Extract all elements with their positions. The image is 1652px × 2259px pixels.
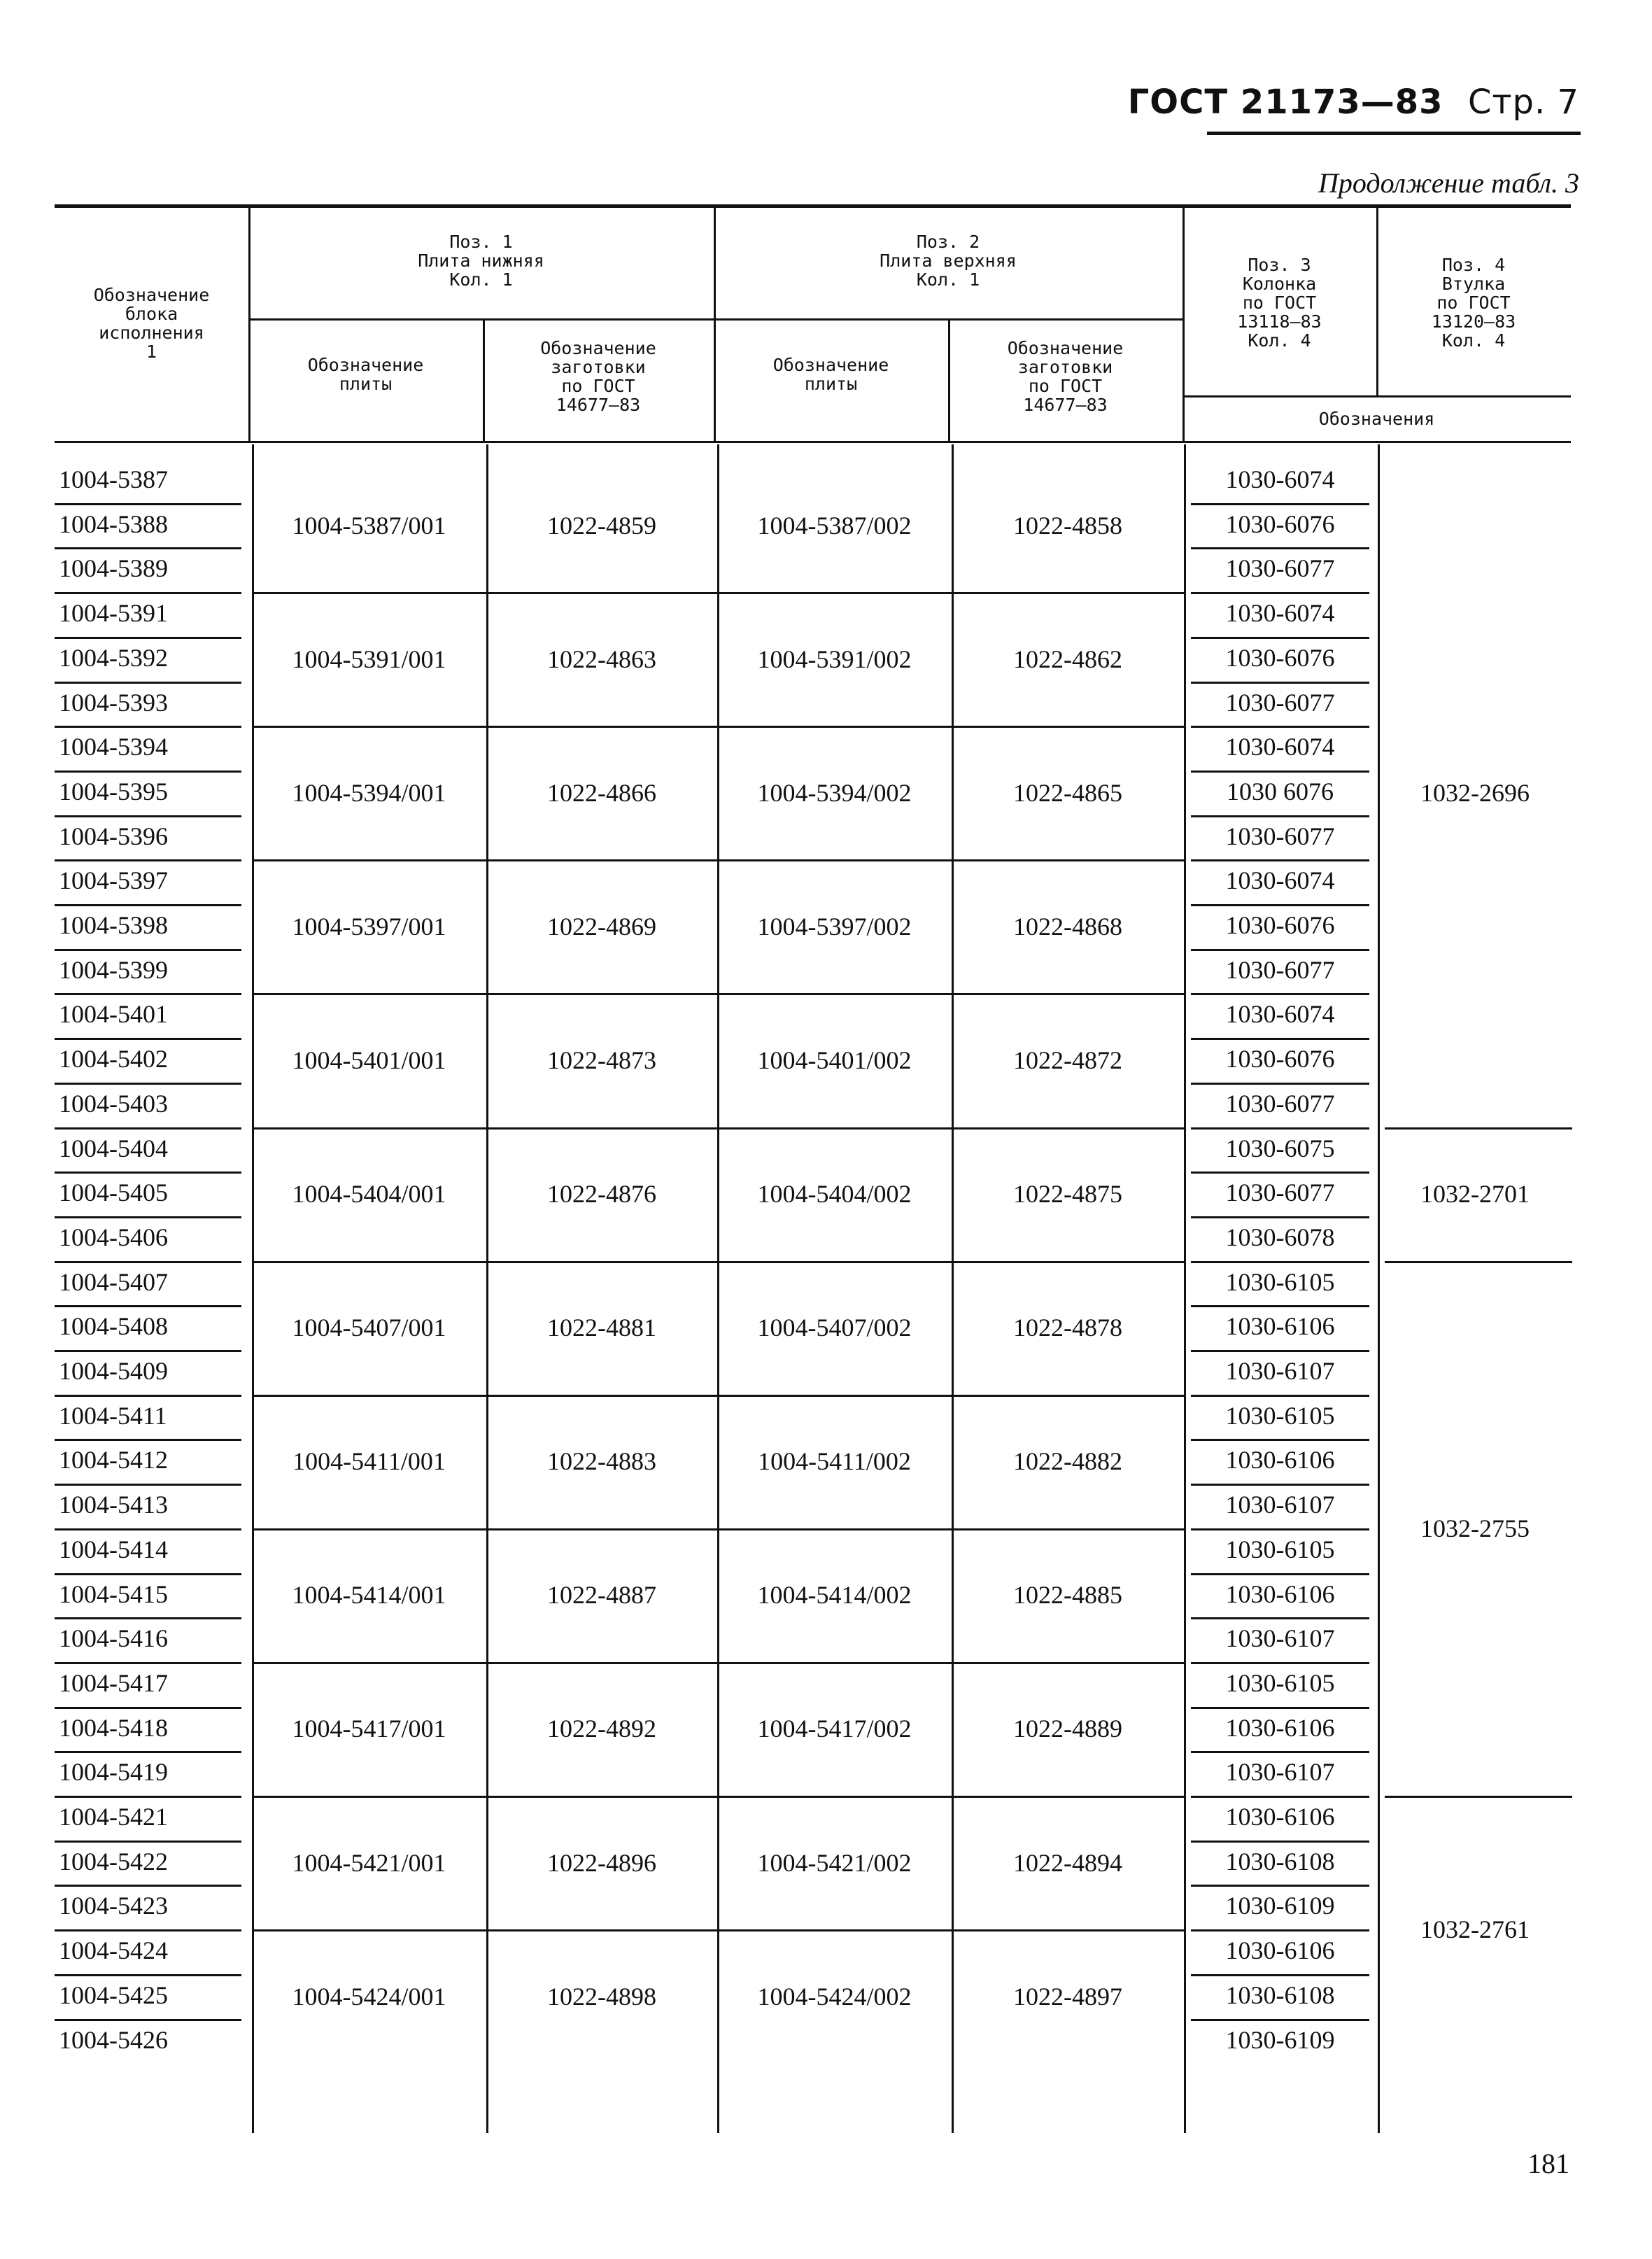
column-code: 1030-6106 (1225, 1936, 1335, 1965)
block-code: 1004-5405 (59, 1178, 168, 1207)
row-rule (1191, 1707, 1369, 1709)
row-rule (55, 993, 241, 995)
column-code: 1030-6108 (1225, 1847, 1335, 1876)
blank-upper: 1022-4858 (1013, 511, 1122, 540)
header-pos4 (1376, 255, 1571, 350)
header-line: 13120—83 (1431, 311, 1516, 332)
row-rule (55, 859, 241, 861)
page-number: 181 (1527, 2148, 1569, 2179)
header-line: Обозначение (93, 285, 210, 305)
group-rule (252, 1261, 1184, 1263)
block-code: 1004-5422 (59, 1847, 168, 1876)
column-code: 1030 6076 (1227, 777, 1334, 805)
column-code: 1030-6075 (1225, 1134, 1335, 1162)
header-line: Поз. 4 (1441, 255, 1506, 275)
header-pos1-blank (483, 339, 714, 414)
header-underline (1207, 132, 1581, 135)
header-line: Кол. 1 (449, 269, 513, 290)
block-code: 1004-5409 (59, 1357, 168, 1385)
column-code: 1030-6076 (1225, 911, 1335, 939)
group-rule (252, 1395, 1184, 1397)
header-line: Кол. 4 (1441, 330, 1506, 351)
header-line: блока (125, 304, 178, 324)
row-rule (1191, 859, 1369, 861)
column-code: 1030-6107 (1225, 1357, 1335, 1385)
row-rule (1191, 1439, 1369, 1441)
column-code: 1030-6077 (1225, 1178, 1335, 1207)
block-code: 1004-5396 (59, 822, 168, 850)
plate-upper: 1004-5421/002 (757, 1848, 912, 1877)
column-code: 1030-6077 (1225, 554, 1335, 583)
block-code: 1004-5416 (59, 1624, 168, 1653)
column-code: 1030-6076 (1225, 643, 1335, 672)
plate-upper: 1004-5401/002 (757, 1046, 912, 1074)
header-line: Кол. 1 (916, 269, 980, 290)
row-rule (55, 1751, 241, 1753)
plate-upper: 1004-5407/002 (757, 1314, 912, 1342)
row-rule (1191, 1127, 1369, 1130)
bushing-rule (1385, 1127, 1572, 1130)
column-code: 1030-6109 (1225, 1892, 1335, 1920)
header-line: Обозначение (1007, 338, 1124, 358)
designations-rule (1182, 395, 1571, 397)
column-code: 1030-6106 (1225, 1446, 1335, 1475)
row-rule (55, 1261, 241, 1263)
plate-lower: 1004-5404/001 (292, 1180, 446, 1209)
body-divider (952, 444, 954, 2133)
group-rule (252, 1929, 1184, 1931)
row-rule (1191, 1841, 1369, 1843)
row-rule (55, 1395, 241, 1397)
plate-lower: 1004-5397/001 (292, 912, 446, 941)
row-rule (55, 1484, 241, 1486)
header-pos2 (714, 232, 1182, 289)
blank-upper: 1022-4865 (1013, 778, 1122, 807)
blank-upper: 1022-4897 (1013, 1982, 1122, 2011)
block-code: 1004-5411 (59, 1401, 167, 1430)
row-rule (55, 1171, 241, 1174)
page-ref: Стр. 7 (1468, 83, 1579, 122)
block-code: 1004-5426 (59, 2025, 168, 2054)
row-rule (55, 547, 241, 549)
bushing-code: 1032-2701 (1420, 1180, 1530, 1209)
row-rule (55, 1662, 241, 1664)
row-rule (55, 1216, 241, 1218)
plate-upper: 1004-5391/002 (757, 645, 912, 673)
column-code: 1030-6078 (1225, 1223, 1335, 1251)
row-rule (55, 949, 241, 951)
blank-lower: 1022-4898 (547, 1982, 656, 2011)
plate-lower: 1004-5421/001 (292, 1848, 446, 1877)
row-rule (1191, 1171, 1369, 1174)
row-rule (55, 1707, 241, 1709)
group-rule (252, 1662, 1184, 1664)
block-code: 1004-5393 (59, 688, 168, 717)
blank-lower: 1022-4876 (547, 1180, 656, 1209)
table-top-rule (55, 204, 1571, 208)
header-pos1 (248, 232, 714, 289)
blank-upper: 1022-4878 (1013, 1314, 1122, 1342)
row-rule (55, 1573, 241, 1575)
header-line: по ГОСТ (1028, 376, 1103, 396)
column-code: 1030-6077 (1225, 955, 1335, 984)
header-line: Обозначение (307, 355, 424, 375)
block-code: 1004-5387 (59, 465, 168, 493)
row-rule (55, 1305, 241, 1307)
header-line: 13118—83 (1237, 311, 1322, 332)
plate-lower: 1004-5401/001 (292, 1046, 446, 1074)
row-rule (55, 770, 241, 773)
block-code: 1004-5413 (59, 1491, 168, 1519)
group-rule (252, 993, 1184, 995)
block-code: 1004-5417 (59, 1668, 168, 1697)
blank-lower: 1022-4896 (547, 1848, 656, 1877)
header-pos2-blank (948, 339, 1182, 414)
plate-upper: 1004-5414/002 (757, 1581, 912, 1610)
block-code: 1004-5394 (59, 733, 168, 761)
column-code: 1030-6106 (1225, 1803, 1335, 1831)
row-rule (55, 1528, 241, 1530)
row-rule (55, 1439, 241, 1441)
header-bottom-rule (55, 441, 1571, 443)
row-rule (55, 815, 241, 817)
block-code: 1004-5412 (59, 1446, 168, 1475)
row-rule (55, 1885, 241, 1887)
plate-lower: 1004-5407/001 (292, 1314, 446, 1342)
row-rule (55, 1929, 241, 1931)
group-rule (252, 1127, 1184, 1130)
row-rule (1191, 637, 1369, 639)
plate-lower: 1004-5394/001 (292, 778, 446, 807)
blank-lower: 1022-4869 (547, 912, 656, 941)
blank-upper: 1022-4875 (1013, 1180, 1122, 1209)
row-rule (1191, 503, 1369, 505)
block-code: 1004-5418 (59, 1713, 168, 1742)
row-rule (1191, 1038, 1369, 1040)
block-code: 1004-5404 (59, 1134, 168, 1162)
header-line: по ГОСТ (1242, 293, 1317, 313)
blank-upper: 1022-4882 (1013, 1447, 1122, 1476)
column-code: 1030-6107 (1225, 1491, 1335, 1519)
block-code: 1004-5402 (59, 1045, 168, 1074)
header-line: Обозначения (1318, 409, 1435, 429)
row-rule (1191, 1395, 1369, 1397)
block-code: 1004-5389 (59, 554, 168, 583)
header-line: по ГОСТ (561, 376, 635, 396)
row-rule (55, 904, 241, 906)
header-line: плиты (804, 374, 858, 394)
block-code: 1004-5391 (59, 599, 168, 628)
column-code: 1030-6077 (1225, 688, 1335, 717)
header-line: исполнения (99, 323, 204, 343)
header-line: Обозначение (772, 355, 889, 375)
row-rule (1191, 1216, 1369, 1218)
blank-upper: 1022-4872 (1013, 1046, 1122, 1074)
row-rule (55, 1617, 241, 1619)
block-code: 1004-5425 (59, 1980, 168, 2009)
column-code: 1030-6076 (1225, 1045, 1335, 1074)
blank-upper: 1022-4868 (1013, 912, 1122, 941)
header-line: Плита верхняя (880, 251, 1017, 271)
block-code: 1004-5407 (59, 1267, 168, 1296)
block-code: 1004-5392 (59, 643, 168, 672)
block-code: 1004-5415 (59, 1579, 168, 1608)
plate-lower: 1004-5387/001 (292, 511, 446, 540)
row-rule (1191, 1261, 1369, 1263)
plate-upper: 1004-5417/002 (757, 1715, 912, 1743)
column-code: 1030-6105 (1225, 1267, 1335, 1296)
header-block (55, 286, 248, 361)
blank-lower: 1022-4883 (547, 1447, 656, 1476)
column-code: 1030-6074 (1225, 866, 1335, 895)
header-line: Плита нижняя (418, 251, 544, 271)
blank-lower: 1022-4866 (547, 778, 656, 807)
group-rule (252, 859, 1184, 861)
header-pos1-plate (248, 356, 483, 393)
header-line: Обозначение (540, 338, 656, 358)
bushing-code: 1032-2696 (1420, 778, 1530, 807)
row-rule (55, 1841, 241, 1843)
column-code: 1030-6105 (1225, 1668, 1335, 1697)
bushing-code: 1032-2755 (1420, 1514, 1530, 1542)
column-code: 1030-6107 (1225, 1758, 1335, 1787)
header-pos3 (1182, 255, 1376, 350)
row-rule (55, 726, 241, 728)
bushing-code: 1032-2761 (1420, 1915, 1530, 1944)
plate-lower: 1004-5391/001 (292, 645, 446, 673)
row-rule (55, 1127, 241, 1130)
plate-lower: 1004-5424/001 (292, 1982, 446, 2011)
row-rule (1191, 1573, 1369, 1575)
blank-lower: 1022-4892 (547, 1715, 656, 1743)
column-code: 1030-6106 (1225, 1312, 1335, 1341)
column-code: 1030-6074 (1225, 599, 1335, 628)
plate-upper: 1004-5411/002 (758, 1447, 911, 1476)
row-rule (1191, 1974, 1369, 1976)
column-code: 1030-6106 (1225, 1579, 1335, 1608)
block-code: 1004-5408 (59, 1312, 168, 1341)
column-code: 1030-6076 (1225, 509, 1335, 538)
row-rule (1191, 1083, 1369, 1085)
body-divider (717, 444, 719, 2133)
header-pos2-plate (714, 356, 948, 393)
group-rule (252, 726, 1184, 728)
column-code: 1030-6105 (1225, 1401, 1335, 1430)
row-rule (55, 1038, 241, 1040)
row-rule (55, 503, 241, 505)
row-rule (1191, 726, 1369, 728)
column-code: 1030-6109 (1225, 2025, 1335, 2054)
row-rule (1191, 1662, 1369, 1664)
row-rule (1191, 993, 1369, 995)
header-line: Поз. 3 (1248, 255, 1311, 275)
column-code: 1030-6074 (1225, 465, 1335, 493)
blank-lower: 1022-4863 (547, 645, 656, 673)
row-rule (1191, 1929, 1369, 1931)
row-rule (1191, 1751, 1369, 1753)
block-code: 1004-5403 (59, 1089, 168, 1118)
row-rule (1191, 1796, 1369, 1798)
header-line: заготовки (1017, 357, 1113, 377)
plate-lower: 1004-5414/001 (292, 1581, 446, 1610)
row-rule (1191, 592, 1369, 594)
block-code: 1004-5424 (59, 1936, 168, 1965)
block-code: 1004-5401 (59, 1000, 168, 1029)
row-rule (1191, 1885, 1369, 1887)
column-code: 1030-6105 (1225, 1535, 1335, 1563)
body-divider (252, 444, 254, 2133)
group-rule (252, 592, 1184, 594)
plate-upper: 1004-5394/002 (757, 778, 912, 807)
row-rule (1191, 1484, 1369, 1486)
plate-upper: 1004-5424/002 (757, 1982, 912, 2011)
header-line: Втулка (1441, 274, 1506, 294)
column-code: 1030-6074 (1225, 733, 1335, 761)
group-rule (252, 1796, 1184, 1798)
header-line: по ГОСТ (1436, 293, 1511, 313)
column-code: 1030-6074 (1225, 1000, 1335, 1029)
row-rule (55, 682, 241, 684)
plate-upper: 1004-5404/002 (757, 1180, 912, 1209)
header-designations (1182, 409, 1571, 428)
block-code: 1004-5414 (59, 1535, 168, 1563)
standard-number: ГОСТ 21173—83 (1127, 83, 1443, 122)
blank-upper: 1022-4862 (1013, 645, 1122, 673)
row-rule (55, 1083, 241, 1085)
row-rule (55, 592, 241, 594)
block-code: 1004-5397 (59, 866, 168, 895)
block-code: 1004-5423 (59, 1892, 168, 1920)
row-rule (55, 1974, 241, 1976)
body-divider (486, 444, 488, 2133)
header-line: Поз. 2 (916, 232, 980, 252)
block-code: 1004-5406 (59, 1223, 168, 1251)
row-rule (1191, 1617, 1369, 1619)
block-code: 1004-5395 (59, 777, 168, 805)
header-line: заготовки (551, 357, 646, 377)
blank-upper: 1022-4885 (1013, 1581, 1122, 1610)
row-rule (1191, 770, 1369, 773)
continuation-label: Продолжение табл. 3 (1318, 167, 1579, 199)
bushing-rule (1385, 1261, 1572, 1263)
header-line: Колонка (1242, 274, 1317, 294)
row-rule (1191, 904, 1369, 906)
header-line: Поз. 1 (449, 232, 513, 252)
blank-lower: 1022-4873 (547, 1046, 656, 1074)
row-rule (1191, 815, 1369, 817)
row-rule (55, 1796, 241, 1798)
header-line: 14677—83 (556, 395, 641, 415)
header-line: 14677—83 (1023, 395, 1108, 415)
plate-upper: 1004-5397/002 (757, 912, 912, 941)
row-rule (55, 637, 241, 639)
plate-upper: 1004-5387/002 (757, 511, 912, 540)
column-code: 1030-6077 (1225, 822, 1335, 850)
row-rule (1191, 547, 1369, 549)
block-code: 1004-5421 (59, 1803, 168, 1831)
header-line: плиты (339, 374, 393, 394)
row-rule (1191, 2019, 1369, 2021)
block-code: 1004-5388 (59, 509, 168, 538)
block-code: 1004-5399 (59, 955, 168, 984)
row-rule (1191, 1350, 1369, 1352)
plate-lower: 1004-5411/001 (292, 1447, 446, 1476)
row-rule (55, 1350, 241, 1352)
blank-lower: 1022-4887 (547, 1581, 656, 1610)
column-code: 1030-6077 (1225, 1089, 1335, 1118)
row-rule (1191, 682, 1369, 684)
column-code: 1030-6106 (1225, 1713, 1335, 1742)
block-code: 1004-5419 (59, 1758, 168, 1787)
blank-lower: 1022-4881 (547, 1314, 656, 1342)
page-header (1128, 83, 1579, 122)
bushing-rule (1385, 1796, 1572, 1798)
blank-upper: 1022-4889 (1013, 1715, 1122, 1743)
header-line: 1 (146, 342, 157, 362)
row-rule (55, 2019, 241, 2021)
blank-upper: 1022-4894 (1013, 1848, 1122, 1877)
header-line: Кол. 4 (1248, 330, 1311, 351)
row-rule (1191, 1305, 1369, 1307)
row-rule (1191, 1528, 1369, 1530)
group-rule (252, 1528, 1184, 1530)
blank-lower: 1022-4859 (547, 511, 656, 540)
plate-lower: 1004-5417/001 (292, 1715, 446, 1743)
block-code: 1004-5398 (59, 911, 168, 939)
column-code: 1030-6107 (1225, 1624, 1335, 1653)
column-code: 1030-6108 (1225, 1980, 1335, 2009)
body-divider (1378, 444, 1380, 2133)
row-rule (1191, 949, 1369, 951)
